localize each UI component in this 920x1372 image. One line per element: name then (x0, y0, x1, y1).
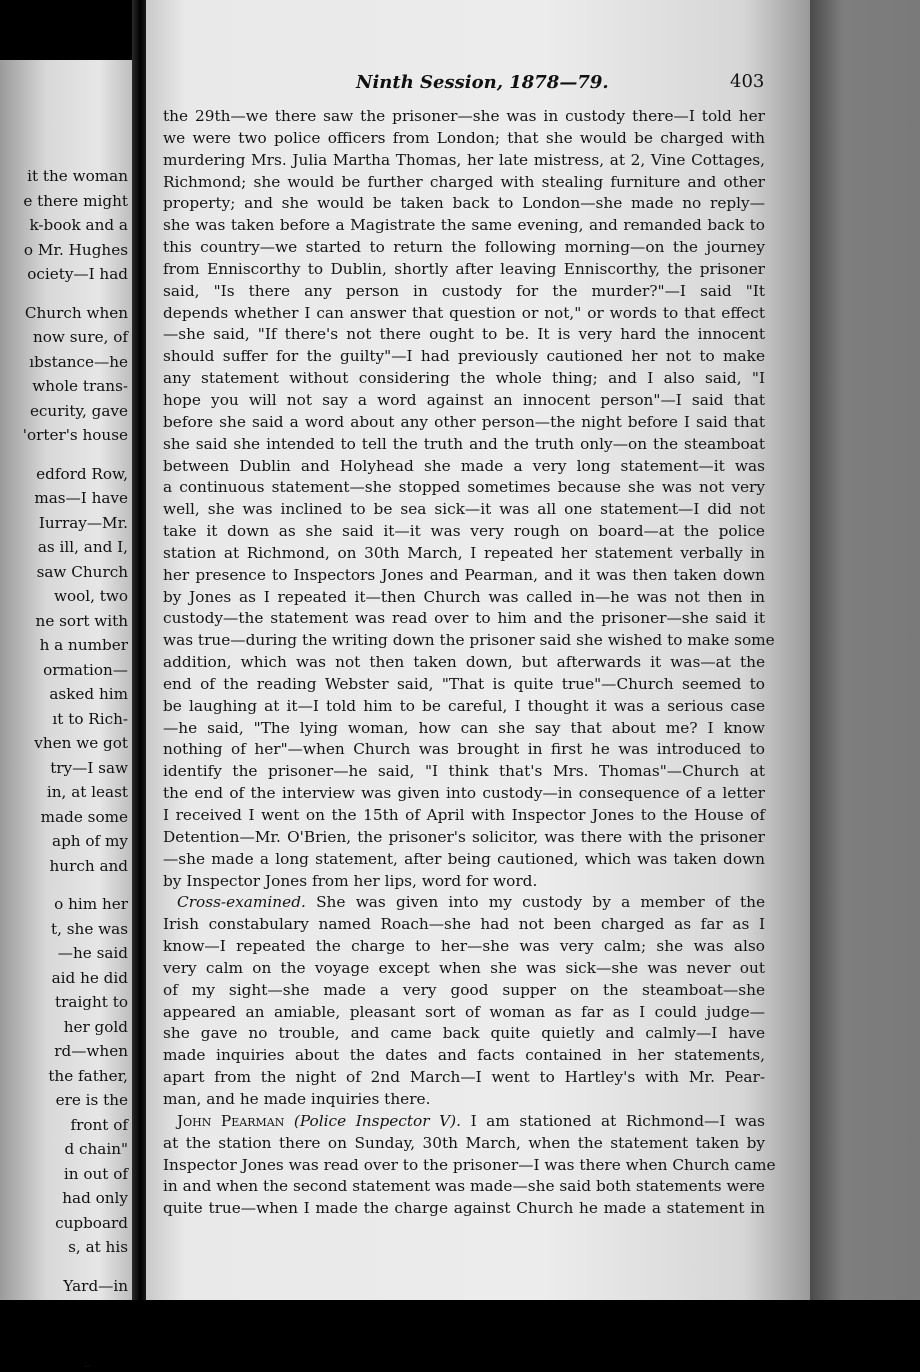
text-line: between Dublin and Holyhead she made a very long statement—it was (163, 456, 765, 475)
text-line: well, she was inclined to be sea sick—it was all one statement—I did not (163, 500, 765, 519)
left-text-line: ıt to Rich- (52, 709, 128, 728)
text-line: by Inspector Jones from her lips, word for word. (163, 871, 538, 890)
left-text-line: aph of my (52, 832, 128, 850)
text-line: made inquiries about the dates and facts contained in her statements, (163, 1046, 765, 1065)
left-text-line: Yard—in (63, 1276, 128, 1295)
text-line: at the station there on Sunday, 30th March, when the statement taken by (163, 1133, 765, 1152)
pearman-text: I am stationed at Richmond—I was (461, 1111, 765, 1130)
left-text-line: it the woman (27, 167, 128, 185)
left-text-line: Iurray—Mr. (38, 513, 128, 532)
left-text-line: ecurity, gave (29, 401, 128, 420)
cross-examined-text: She was given into my custody by a member of the (305, 893, 765, 912)
left-text-line: her gold (63, 1017, 128, 1036)
left-text-line: ne sort with (35, 611, 128, 630)
left-text-line: front of (70, 1115, 128, 1134)
left-text-line: now sure, of (33, 328, 128, 346)
text-line: from Enniscorthy to Dublin, shortly after leaving Enniscorthy, the prisoner (163, 259, 765, 278)
text-line: appeared an amiable, pleasant sort of woman as far as I could judge— (163, 1002, 765, 1021)
witness-name: John Pearman (177, 1111, 285, 1130)
text-line: know—I repeated the charge to her—she was very calm; she was also (163, 937, 765, 956)
text-line: said, "Is there any person in custody for the murder?"—I said "It (163, 281, 765, 300)
text-line: identify the prisoner—he said, "I think that's Mrs. Thomas"—Church at (163, 762, 765, 781)
text-line: this country—we started to return the following morning—on the journey (163, 238, 765, 257)
text-line: nothing of her"—when Church was brought in first he was introduced to (163, 740, 765, 759)
pearman-first-line (163, 1111, 765, 1133)
left-text-line: asked him (49, 685, 128, 703)
left-text-line: ere is the (55, 1091, 128, 1109)
text-line: —she said, "If there's not there ought to be. It is very hard the innocent (163, 325, 765, 344)
page-edge-background (810, 0, 920, 1365)
left-text-line: in out of (63, 1164, 128, 1183)
book-gutter (132, 0, 146, 1365)
cross-examined-label: Cross-examined. (177, 893, 306, 912)
text-line: a continuous statement—she stopped sometimes because she was not very (163, 478, 765, 497)
left-text-line: cupboard (55, 1213, 128, 1232)
left-text-line: try—I saw (50, 758, 128, 777)
left-text-line: whole trans- (32, 377, 128, 395)
text-line: man, and he made inquiries there. (163, 1089, 431, 1108)
text-line: Inspector Jones was read over to the prisoner—I was there when Church came (163, 1155, 776, 1174)
left-text-gap (0, 1260, 128, 1274)
text-line: end of the reading Webster said, "That is quite true"—Church seemed to (163, 674, 765, 693)
left-text-line: wool, two (53, 587, 128, 605)
left-text-line: traight to (55, 993, 128, 1011)
text-line: her presence to Inspectors Jones and Pearman, and it was then taken down (163, 565, 765, 584)
left-text-line: in, at least (46, 783, 128, 801)
text-line: by Jones as I repeated it—then Church was called in—he was not then in (163, 587, 765, 606)
text-line: —he said, "The lying woman, how can she say that about me? I know (163, 718, 765, 737)
left-text-line: rd—when (54, 1042, 128, 1060)
text-line: apart from the night of 2nd March—I went to Hartley's with Mr. Pear- (163, 1068, 765, 1087)
text-line: property; and she would be taken back to London—she made no reply— (163, 194, 765, 213)
text-line: she gave no trouble, and came back quite quietly and calmly—I have (163, 1024, 765, 1043)
witness-role: (Police Inspector V). (284, 1111, 461, 1130)
left-text-line: ociety—I had (27, 265, 128, 283)
text-line: the end of the interview was given into custody—in consequence of a letter (163, 784, 765, 803)
text-line: be laughing at it—I told him to be careful, I thought it was a serious case (163, 696, 765, 715)
left-text-line: edford Row, (36, 464, 128, 483)
left-text-line: mas—I have (34, 489, 128, 507)
text-line: quite true—when I made the charge against Church he made a statement in (163, 1199, 765, 1218)
left-text-line: o Mr. Hughes (23, 240, 128, 259)
left-text-line: s, at his (68, 1238, 128, 1256)
text-line: murdering Mrs. Julia Martha Thomas, her late mistress, at 2, Vine Cottages, (163, 150, 765, 169)
text-line: hope you will not say a word against an innocent person"—I said that (163, 390, 765, 409)
bottom-border (0, 1300, 920, 1365)
left-page-text-fragments (0, 164, 128, 1372)
left-text-line: aid he did (51, 968, 128, 987)
left-text-line: hurch and (49, 856, 128, 875)
left-text-line: t, she was (51, 919, 128, 938)
text-line: station at Richmond, on 30th March, I repeated her statement verbally in (163, 543, 765, 562)
left-text-line: made some (40, 807, 128, 826)
running-header (356, 72, 609, 93)
left-text-line: —he said (57, 944, 128, 962)
left-text-line: Church when (24, 303, 128, 322)
text-line: Richmond; she would be further charged with stealing furniture and other (163, 172, 765, 191)
left-text-line: h a number (39, 636, 128, 654)
text-line: —she made a long statement, after being cautioned, which was taken down (163, 849, 765, 868)
text-line: she was taken before a Magistrate the same evening, and remanded back to (163, 216, 765, 235)
left-text-gap (0, 287, 128, 301)
text-line: in and when the second statement was made—she said both statements were (163, 1177, 765, 1196)
cross-examined-first-line (163, 892, 765, 914)
left-text-line: d chain" (64, 1140, 128, 1158)
left-text-line: k-book and a (29, 216, 128, 234)
left-text-line: ormation— (43, 660, 128, 679)
text-line: depends whether I can answer that question or not," or words to that effect (163, 303, 765, 322)
session-title: Ninth Session, 1878—79. (356, 72, 609, 93)
text-line: I received I went on the 15th of April with Inspector Jones to the House of (163, 806, 765, 824)
text-line: of my sight—she made a very good supper on the steamboat—she (163, 980, 765, 999)
text-line: custody—the statement was read over to him and the prisoner—she said it (163, 609, 765, 628)
left-text-line: o him her (54, 895, 128, 913)
text-line: the 29th—we there saw the prisoner—she was in custody there—I told her (163, 107, 765, 125)
text-line: was true—during the writing down the prisoner said she wished to make some (163, 631, 775, 650)
text-line: Irish constabulary named Roach—she had not been charged as far as I (163, 915, 765, 934)
left-page (0, 60, 132, 1300)
left-text-line: e there might (23, 191, 128, 210)
text-line: we were two police officers from London; that she would be charged with (163, 128, 765, 147)
left-text-line: as ill, and I, (37, 538, 128, 556)
text-line: she said she intended to tell the truth and the truth only—on the steamboat (163, 434, 765, 453)
text-line: Detention—Mr. O'Brien, the prisoner's solicitor, was there with the prisoner (163, 827, 765, 846)
left-text-line: saw Church (36, 562, 128, 581)
left-text-line: 'orter's house (22, 426, 128, 444)
left-text-line: had only (62, 1189, 128, 1207)
text-line: take it down as she said it—it was very rough on board—at the police (163, 522, 765, 541)
text-line: very calm on the voyage except when she was sick—she was never out (163, 958, 765, 977)
left-text-gap (0, 448, 128, 462)
text-line: before she said a word about any other person—the night before I said that (163, 412, 765, 431)
page-body (163, 106, 776, 1220)
text-line: addition, which was not then taken down, but afterwards it was—at the (163, 653, 765, 672)
text-line: any statement without considering the whole thing; and I also said, "I (163, 369, 765, 388)
page-number: 403 (730, 71, 765, 92)
left-text-line: ıbstance—he (29, 352, 128, 371)
left-text-line: the father, (48, 1066, 128, 1085)
text-line: should suffer for the guilty"—I had previously cautioned her not to make (163, 347, 765, 366)
left-text-line: vhen we got (34, 734, 128, 752)
left-text-gap (0, 878, 128, 892)
